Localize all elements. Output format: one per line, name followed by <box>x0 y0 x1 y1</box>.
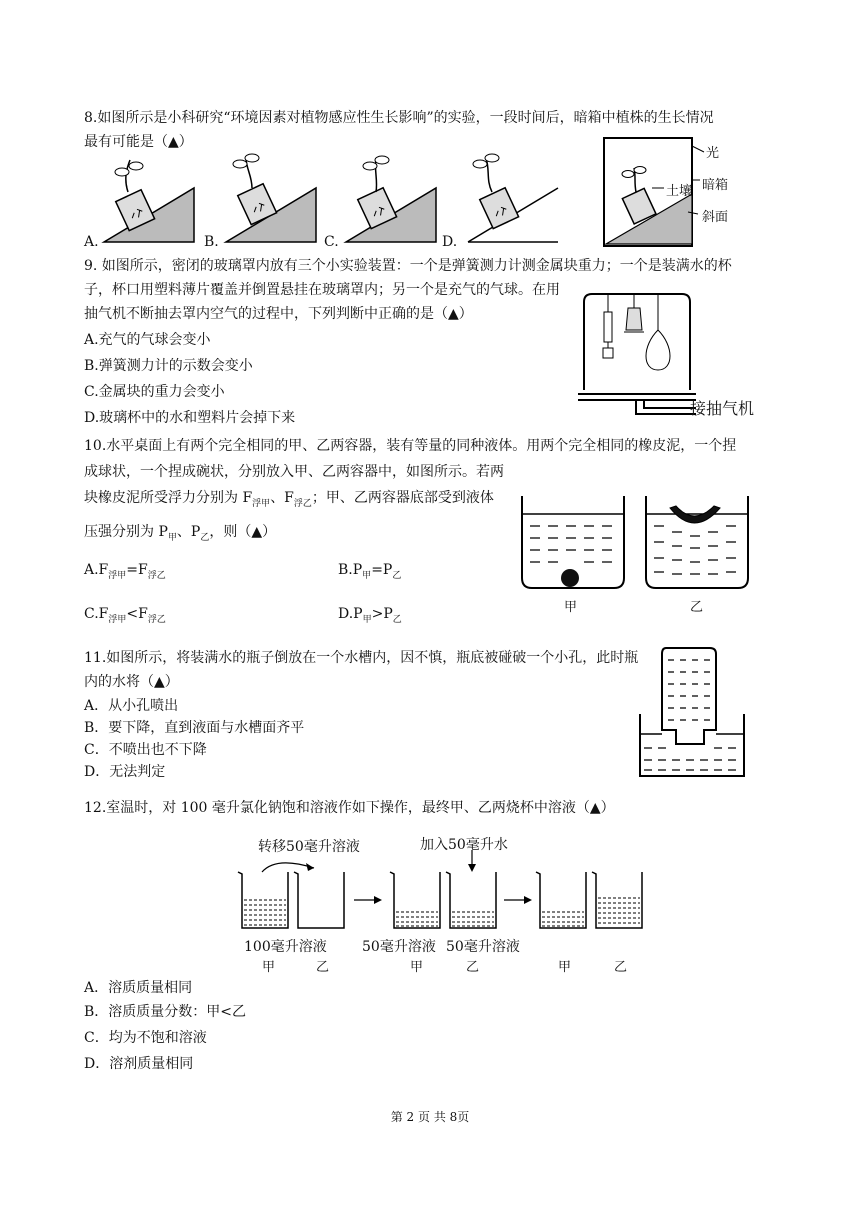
q8-option-c-diagram <box>326 150 436 250</box>
q11-option-a: A．从小孔喷出 <box>84 698 179 714</box>
q11-option-c: C．不喷出也不下降 <box>84 742 207 758</box>
q11-option-d: D．无法判定 <box>84 764 166 780</box>
q12-option-c: C．均为不饱和溶液 <box>84 1030 207 1046</box>
q12-process-diagram <box>234 850 644 934</box>
q8-option-a-diagram <box>84 150 194 250</box>
q10-stem-line2: 成球状，一个捏成碗状，分别放入甲、乙两容器中，如图所示。若两 <box>84 464 504 480</box>
q12-beaker-text-2: 50毫升溶液 <box>362 939 436 955</box>
q10-option-c: $C.F_{浮甲}<F_{浮乙}$ <box>84 606 166 625</box>
q12-stem: 12.室温时，对 100 毫升氯化钠饱和溶液作如下操作，最终甲、乙两烧杯中溶液（▲） <box>84 800 615 816</box>
q10-container-yi-diagram <box>644 496 750 592</box>
q12-option-b: B．溶质质量分数：甲<乙 <box>84 1004 247 1020</box>
q9-stem-line2: 子，杯口用塑料薄片覆盖并倒置悬挂在玻璃罩内；另一个是充气的气球。在用 <box>84 282 560 298</box>
q10-option-a: $A.F_{浮甲}=F_{浮乙}$ <box>84 562 166 581</box>
q8-option-a: A. <box>84 234 99 250</box>
q9-pump-label: 接抽气机 <box>690 399 755 418</box>
q11-bottle-trough-diagram <box>636 644 748 780</box>
q8-label-box: 暗箱 <box>702 178 729 193</box>
q8-option-d: D. <box>442 234 458 250</box>
q8-option-b-diagram <box>206 150 316 250</box>
q9-bell-jar-diagram <box>578 290 698 430</box>
q10-stem-line3: 块橡皮泥所受浮力分别为 $F_{浮甲}$、$F_{浮乙}$；甲、乙两容器底部受到液体 <box>84 490 494 509</box>
q8-option-d-diagram <box>448 150 558 250</box>
q12-option-a: A．溶质质量相同 <box>84 980 193 996</box>
q10-label-yi: 乙 <box>690 600 704 615</box>
q8-label-soil: 土壤 <box>666 184 693 199</box>
q8-stem-line1: 8.如图所示是小科研究“环境因素对植物感应性生长影响”的实验，一段时间后，暗箱中植株的生长情况 <box>84 110 714 126</box>
q12-beaker-text-3: 50毫升溶液 <box>446 939 520 955</box>
q12-beaker-text-1: 100毫升溶液 <box>244 939 327 955</box>
q8-option-c: C. <box>324 234 339 250</box>
q12-label-jia-3: 甲 <box>558 960 572 975</box>
q12-label-jia-1: 甲 <box>262 960 276 975</box>
q10-option-b: $B.P_甲=P_乙$ <box>338 562 402 581</box>
q12-label-yi-2: 乙 <box>466 960 480 975</box>
q12-label-yi-3: 乙 <box>614 960 628 975</box>
q12-label-yi-1: 乙 <box>316 960 330 975</box>
q10-label-jia: 甲 <box>564 600 578 615</box>
q12-step1-label: 转移50毫升溶液 <box>258 839 360 855</box>
q8-label-light: 光 <box>706 146 720 161</box>
q12-label-jia-2: 甲 <box>410 960 424 975</box>
q10-container-jia-diagram <box>520 496 626 592</box>
q8-label-slope: 斜面 <box>702 210 729 225</box>
q8-stem-line2: 最有可能是（▲） <box>84 134 193 150</box>
q10-stem-line1: 10.水平桌面上有两个完全相同的甲、乙两容器，装有等量的同种液体。用两个完全相同的橡皮泥，一个捏 <box>84 438 737 454</box>
q10-stem-line4: 压强分别为 $P_甲$、$P_乙$，则（▲） <box>84 524 277 543</box>
q12-step2-label: 加入50毫升水 <box>420 837 508 853</box>
q11-option-b: B．要下降，直到液面与水槽面齐平 <box>84 720 305 736</box>
q11-stem-line2: 内的水将（▲） <box>84 674 179 690</box>
q9-option-d: D.玻璃杯中的水和塑料片会掉下来 <box>84 410 296 426</box>
page-number: 第 2 页 共 8页 <box>390 1110 470 1124</box>
q11-stem-line1: 11.如图所示，将装满水的瓶子倒放在一个水槽内，因不慎，瓶底被碰破一个小孔，此时瓶 <box>84 650 639 666</box>
q12-option-d: D．溶剂质量相同 <box>84 1056 194 1072</box>
q8-option-b: B. <box>204 234 219 250</box>
q9-option-c: C.金属块的重力会变小 <box>84 384 225 400</box>
q9-stem-line3: 抽气机不断抽去罩内空气的过程中，下列判断中正确的是（▲） <box>84 306 473 322</box>
q10-option-d: $D.P_甲>P_乙$ <box>338 606 402 625</box>
q9-option-b: B.弹簧测力计的示数会变小 <box>84 358 253 374</box>
q9-stem-line1: 9. 如图所示，密闭的玻璃罩内放有三个小实验装置：一个是弹簧测力计测金属块重力；一个是装满水的杯 <box>84 258 732 274</box>
q9-option-a: A.充气的气球会变小 <box>84 332 211 348</box>
